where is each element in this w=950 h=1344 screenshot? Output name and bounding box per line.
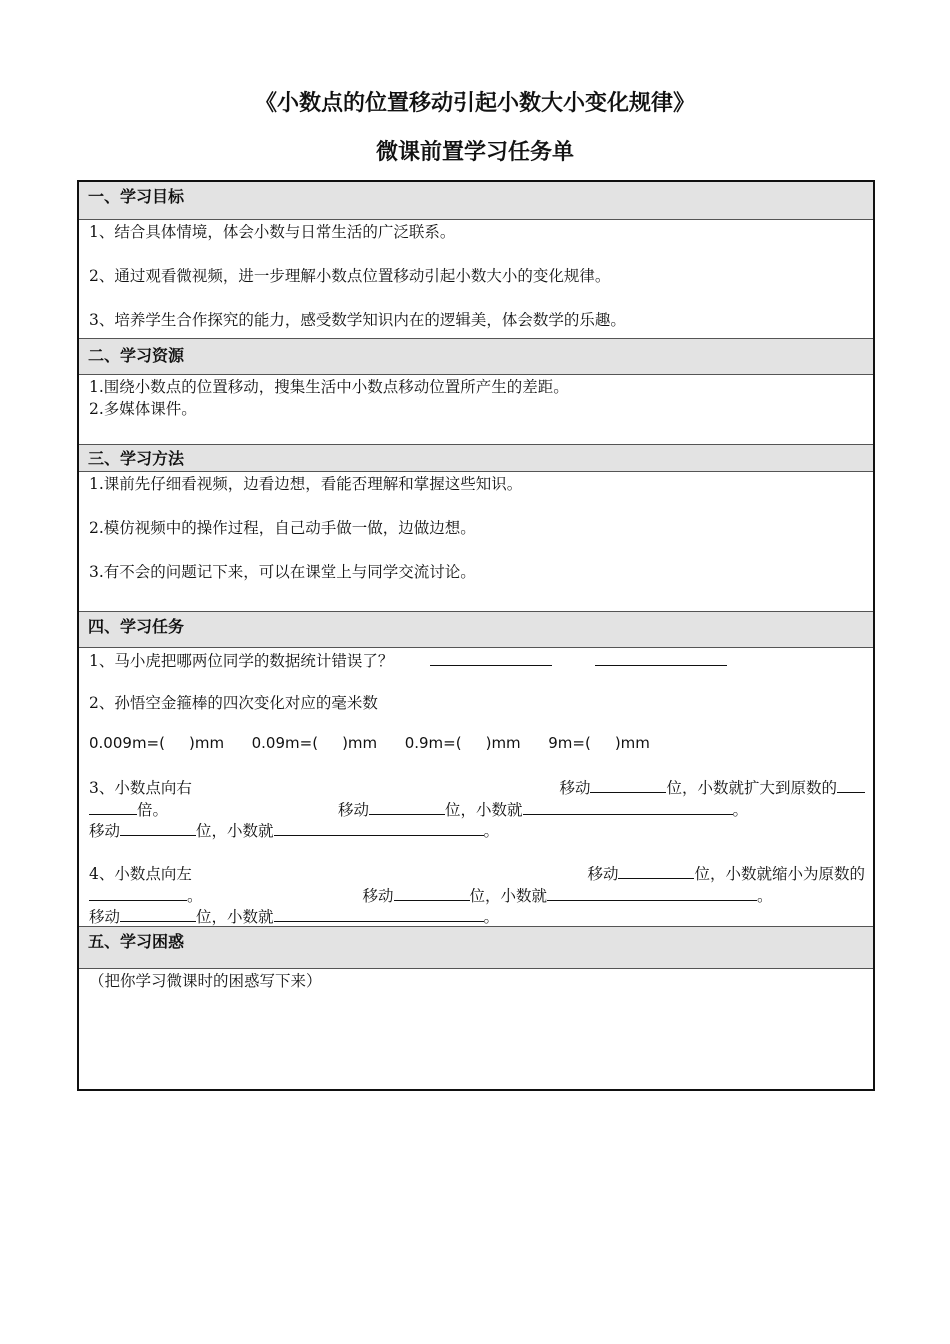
q-text: 移动 (89, 908, 121, 926)
conversion-text: )mm (342, 734, 378, 752)
q-text: 。 (732, 801, 749, 819)
conversion-text: 0.9m=( (404, 734, 462, 752)
answer-blank[interactable] (595, 651, 727, 666)
q-text: 移动 (587, 865, 619, 883)
task-question-3-line-c (89, 819, 499, 841)
answer-blank[interactable] (89, 800, 137, 815)
q-text: 移动 (559, 779, 591, 797)
task-question-3-line-a (559, 776, 865, 798)
document-title: 《小数点的位置移动引起小数大小变化规律》 (254, 91, 695, 116)
answer-blank[interactable] (430, 651, 552, 666)
conversion-text: )mm (188, 734, 225, 752)
answer-blank[interactable] (120, 907, 196, 922)
conversion-text: 0.009m=( (89, 734, 165, 752)
q-text: 位，小数就 (469, 887, 548, 905)
section-header-tasks: 四、学习任务 (79, 611, 873, 648)
q-text: 位，小数就扩大到原数的 (666, 779, 837, 797)
document-subtitle: 微课前置学习任务单 (375, 140, 574, 165)
q-text: 位，小数就缩小为原数的 (694, 865, 865, 883)
method-item: 3.有不会的问题记下来，可以在课堂上与同学交流讨论。 (89, 563, 476, 581)
task-question-4-line-a (587, 862, 865, 884)
q-text: 位，小数就 (445, 801, 523, 819)
q-text: 。 (483, 908, 500, 926)
confusion-hint: （把你学习微课时的困惑写下来） (89, 972, 322, 990)
goal-item: 3、培养学生合作探究的能力，感受数学知识内在的逻辑美，体会数学的乐趣。 (89, 311, 626, 329)
goal-item: 2、通过观看微视频，进一步理解小数点位置移动引起小数大小的变化规律。 (89, 267, 611, 285)
answer-blank[interactable] (120, 821, 196, 836)
task-question-4-line-c (89, 905, 499, 927)
task-question-4-line-b (89, 884, 773, 906)
section-header-resources: 二、学习资源 (79, 338, 873, 375)
q-text: 移动 (362, 887, 394, 905)
answer-blank[interactable] (837, 778, 865, 793)
answer-blank[interactable] (590, 778, 666, 793)
method-item: 2.模仿视频中的操作过程，自己动手做一做，边做边想。 (89, 519, 476, 537)
resource-item: 2.多媒体课件。 (89, 400, 197, 418)
goal-item: 1、结合具体情境，体会小数与日常生活的广泛联系。 (89, 223, 456, 241)
conversion-line (89, 734, 650, 752)
confusion-answer-area[interactable] (79, 990, 873, 1085)
task-question-3-label: 3、小数点向右 (89, 779, 192, 797)
q-text: 。 (483, 822, 500, 840)
conversion-text: 0.09m=( (251, 734, 319, 752)
task-question-4-label: 4、小数点向左 (89, 865, 192, 883)
task-sheet-table (77, 180, 875, 1091)
answer-blank[interactable] (89, 886, 187, 901)
section-header-goals: 一、学习目标 (79, 182, 873, 220)
q-text: 。 (187, 887, 203, 905)
task-question-2: 2、孙悟空金箍棒的四次变化对应的毫米数 (89, 694, 378, 712)
section-header-confusion: 五、学习困惑 (79, 926, 873, 969)
q-text: 位，小数就 (196, 822, 274, 840)
task-question-1 (89, 649, 727, 671)
section-header-methods: 三、学习方法 (79, 444, 873, 472)
answer-blank[interactable] (618, 864, 694, 879)
q-text: 。 (757, 887, 773, 905)
conversion-text: 9m=( (548, 734, 591, 752)
conversion-text: )mm (614, 734, 650, 752)
conversion-text: )mm (485, 734, 521, 752)
method-item: 1.课前先仔细看视频，边看边想，看能否理解和掌握这些知识。 (89, 475, 523, 493)
answer-blank[interactable] (547, 886, 757, 901)
resource-item: 1.围绕小数点的位置移动，搜集生活中小数点移动位置所产生的差距。 (89, 378, 569, 396)
q-text: 倍。 (137, 801, 169, 819)
answer-blank[interactable] (523, 800, 733, 815)
question-text: 1、马小虎把哪两位同学的数据统计错误了？ (89, 652, 394, 670)
q-text: 位，小数就 (196, 908, 274, 926)
answer-blank[interactable] (369, 800, 445, 815)
answer-blank[interactable] (274, 907, 484, 922)
task-question-3-line-b (89, 798, 748, 820)
answer-blank[interactable] (394, 886, 470, 901)
q-text: 移动 (89, 822, 121, 840)
q-text: 移动 (338, 801, 370, 819)
answer-blank[interactable] (274, 821, 484, 836)
